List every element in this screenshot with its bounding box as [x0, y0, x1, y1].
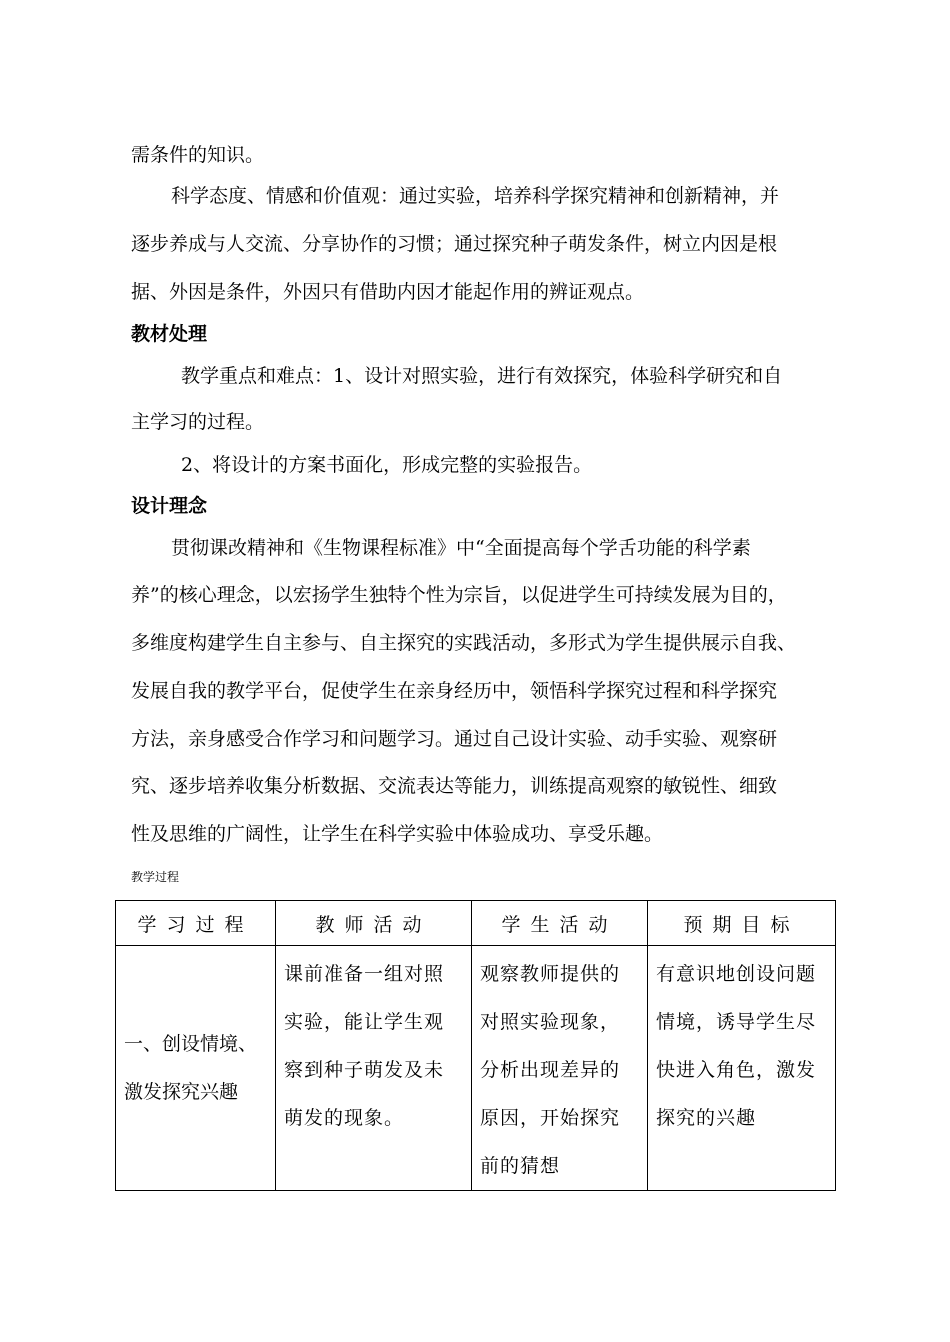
table-header-row: [116, 901, 836, 946]
section-heading-design: 设计理念: [131, 495, 208, 517]
paragraph-line: 方法，亲身感受合作学习和问题学习。通过自己设计实验、动手实验、观察研: [131, 728, 778, 750]
cell-student-activity: [472, 946, 648, 1191]
cell-line: 实验，能让学生观: [284, 1011, 445, 1033]
section-heading-textbook: 教材处理: [131, 323, 208, 345]
cell-teacher-activity: [276, 946, 472, 1191]
cell-line: 原因，开始探究: [480, 1107, 621, 1129]
caption-teaching-process: 教学过程: [131, 870, 180, 884]
cell-line: 情境，诱导学生尽: [656, 1011, 817, 1033]
paragraph-line: 需条件的知识。: [131, 144, 265, 166]
cell-stage: [116, 946, 276, 1191]
paragraph-line: 据、外因是条件，外因只有借助内因才能起作用的辨证观点。: [131, 281, 645, 303]
cell-line: 察到种子萌发及未: [284, 1059, 445, 1081]
paragraph-line: 逐步养成与人交流、分享协作的习惯；通过探究种子萌发条件，树立内因是根: [131, 233, 778, 255]
paragraph-line: 2、将设计的方案书面化，形成完整的实验报告。: [181, 454, 593, 476]
table-row: [116, 946, 836, 1191]
paragraph-line: 多维度构建学生自主参与、自主探究的实践活动，多形式为学生提供展示自我、: [131, 632, 797, 654]
header-learning-process: 学习过程: [116, 901, 276, 946]
header-teacher-activity: 教师活动: [276, 901, 472, 946]
paragraph-line: 教学重点和难点：1、设计对照实验，进行有效探究，体验科学研究和自: [181, 365, 783, 387]
paragraph-line: 养”的核心理念，以宏扬学生独特个性为宗旨，以促进学生可持续发展为目的，: [131, 584, 787, 606]
cell-line: 有意识地创设问题: [656, 963, 817, 985]
cell-expected-goal: [648, 946, 836, 1191]
cell-line: 萌发的现象。: [284, 1107, 405, 1129]
header-expected-goal: 预期目标: [648, 901, 836, 946]
teaching-process-table: [115, 900, 836, 1191]
cell-line: 对照实验现象，: [480, 1011, 621, 1033]
cell-line: 课前准备一组对照: [284, 963, 445, 985]
cell-line: 探究的兴趣: [656, 1107, 757, 1129]
cell-line: 一、创设情境、: [124, 1033, 258, 1055]
cell-line: 快进入角色，激发: [656, 1059, 817, 1081]
paragraph-line: 主学习的过程。: [131, 411, 265, 433]
paragraph-line: 性及思维的广阔性，让学生在科学实验中体验成功、享受乐趣。: [131, 823, 664, 845]
paragraph-line: 究、逐步培养收集分析数据、交流表达等能力，训练提高观察的敏锐性、细致: [131, 775, 778, 797]
header-student-activity: 学生活动: [472, 901, 648, 946]
cell-line: 分析出现差异的: [480, 1059, 621, 1081]
cell-line: 前的猜想: [480, 1155, 561, 1177]
cell-line: 激发探究兴趣: [124, 1081, 239, 1103]
paragraph-line: 贯彻课改精神和《生物课程标准》中“全面提高每个学舌功能的科学素: [171, 537, 751, 559]
cell-line: 观察教师提供的: [480, 963, 621, 985]
paragraph-line: 科学态度、情感和价值观：通过实验，培养科学探究精神和创新精神，并: [171, 185, 780, 207]
paragraph-line: 发展自我的教学平台，促使学生在亲身经历中，领悟科学探究过程和科学探究: [131, 680, 778, 702]
